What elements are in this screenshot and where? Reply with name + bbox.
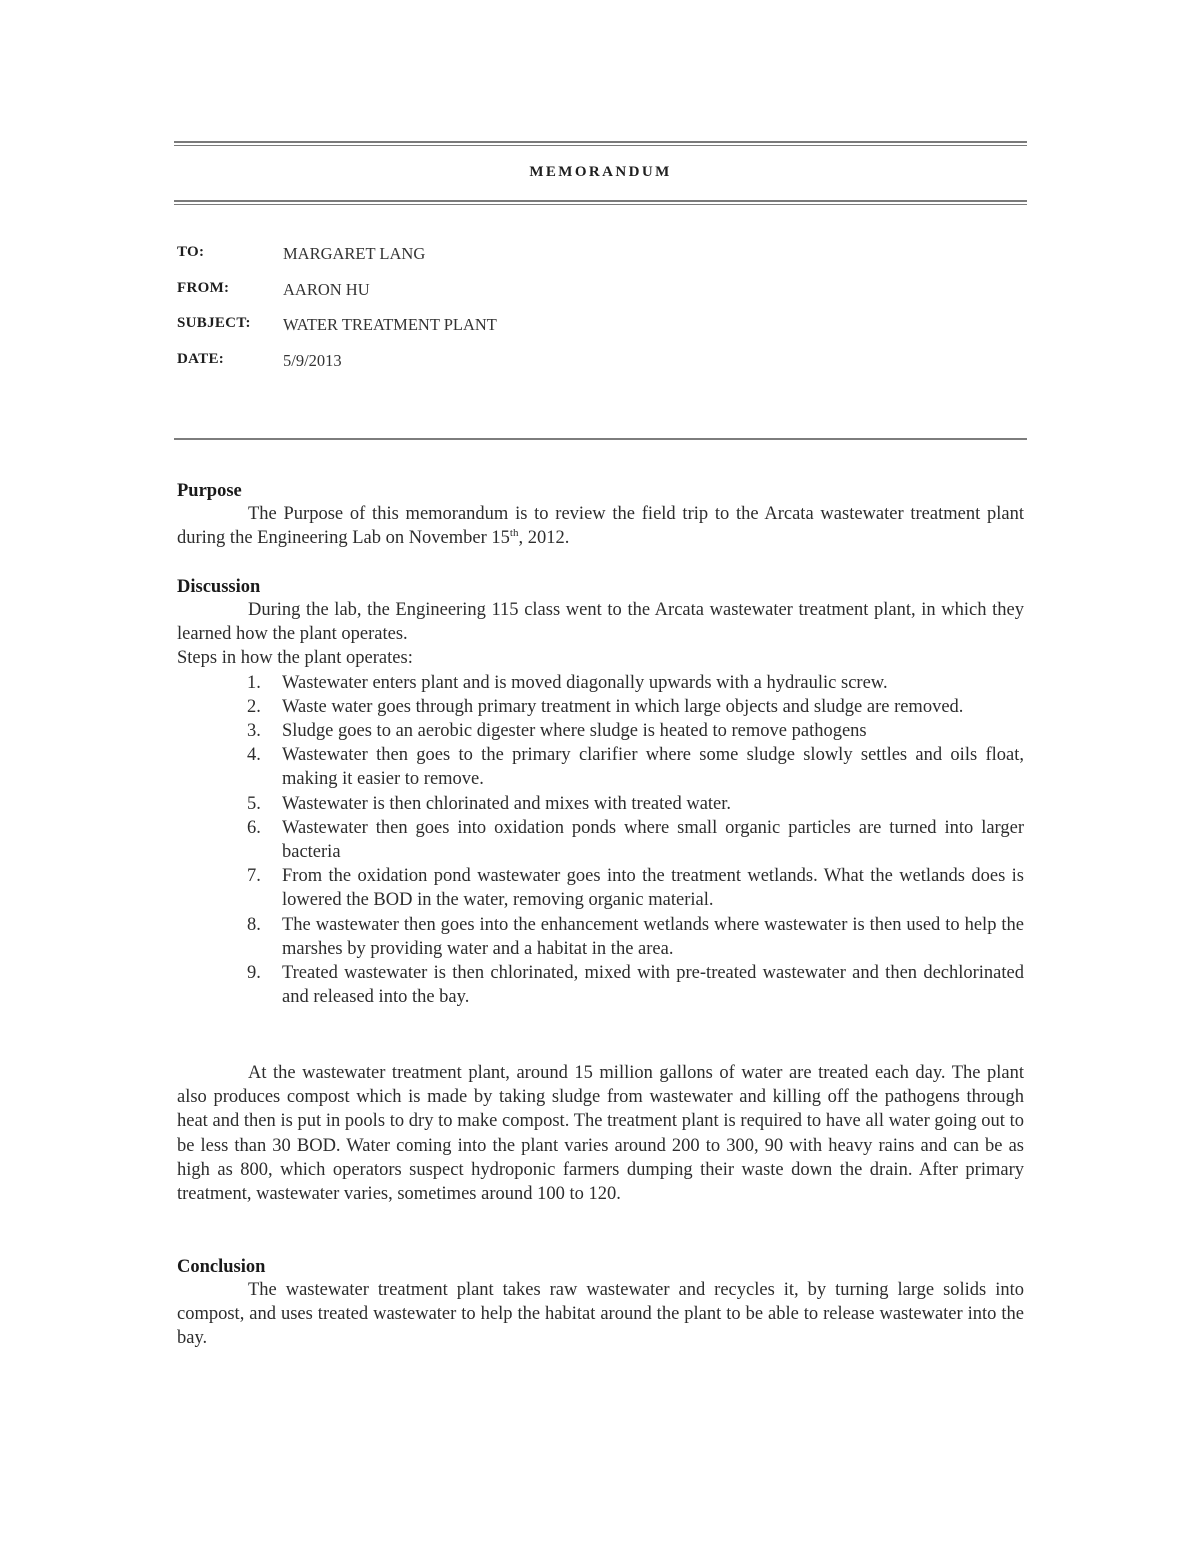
step-number: 8. — [247, 914, 261, 935]
list-item — [177, 719, 1024, 743]
list-item — [177, 816, 1024, 864]
list-item — [177, 792, 1024, 816]
list-item — [177, 743, 1024, 791]
purpose-text-main: The Purpose of this memorandum is to review the field trip to the Arcata wastewater treatment plant during the Engineering Lab on November 15 — [177, 504, 1024, 549]
step-number: 7. — [247, 866, 261, 887]
step-number: 1. — [247, 672, 261, 693]
purpose-heading: Purpose — [177, 481, 242, 501]
memo-title: MEMORANDUM — [529, 164, 672, 180]
purpose-text-end: , 2012. — [518, 528, 570, 549]
subject-label: SUBJECT: — [177, 315, 251, 331]
list-item — [177, 913, 1024, 961]
step-text: Treated wastewater is then chlorinated, mixed with pre-treated wastewater and then dechlorinated and released into the bay. — [282, 963, 1024, 1008]
discussion-section — [177, 576, 1024, 1009]
purpose-text — [177, 502, 1024, 550]
step-number: 4. — [247, 745, 261, 766]
discussion-heading: Discussion — [177, 577, 261, 597]
step-number: 5. — [247, 793, 261, 814]
step-number: 2. — [247, 696, 261, 717]
step-text: Sludge goes to an aerobic digester where sludge is heated to remove pathogens — [282, 721, 867, 742]
conclusion-heading: Conclusion — [177, 1257, 266, 1277]
top-divider — [174, 141, 1027, 146]
discussion-intro: During the lab, the Engineering 115 class went to the Arcata wastewater treatment plant, in which they learned how the plant operates. — [177, 600, 1024, 645]
step-number: 3. — [247, 721, 261, 742]
step-text: Wastewater then goes to the primary clarifier where some sludge slowly settles and oils float, making it easier to remove. — [282, 745, 1024, 790]
to-value: MARGARET LANG — [283, 244, 426, 263]
conclusion-section — [177, 1256, 1024, 1351]
step-text: Wastewater then goes into oxidation ponds where small organic particles are turned into larger bacteria — [282, 817, 1024, 863]
to-label: TO: — [177, 244, 205, 260]
discussion-paragraph-section — [177, 1061, 1024, 1206]
date-value: 5/9/2013 — [283, 351, 342, 370]
purpose-text-sup: th — [509, 527, 519, 540]
step-number: 6. — [247, 817, 261, 838]
title-divider — [174, 200, 1027, 205]
step-text: The wastewater then goes into the enhancement wetlands where wastewater is then used to help the marshes by providing water and a habitat in the area. — [282, 914, 1024, 959]
step-number: 9. — [247, 963, 261, 984]
step-text: Wastewater enters plant and is moved diagonally upwards with a hydraulic screw. — [282, 672, 888, 693]
date-label: DATE: — [177, 351, 225, 367]
from-value: AARON HU — [283, 280, 370, 299]
subject-value: WATER TREATMENT PLANT — [283, 315, 497, 334]
from-label: FROM: — [177, 280, 230, 296]
steps-list — [177, 671, 1024, 1010]
list-item — [177, 864, 1024, 912]
step-text: Wastewater is then chlorinated and mixes with treated water. — [282, 793, 732, 814]
header-divider — [174, 438, 1027, 440]
discussion-paragraph: At the wastewater treatment plant, around 15 million gallons of water are treated each day. The plant also produces compost which is made by taking sludge from wastewater and killing off the pathogens through heat and then is put in pools to dry to make compost. The treatment plant is required to have all water going out to be less than 30 BOD. Water coming into the plant varies around 200 to 300, 90 with heavy rains and can be as high as 800, which operators suspect hydroponic farmers dumping their waste down the drain. After primary treatment, wastewater varies, sometimes around 100 to 120. — [177, 1063, 1024, 1205]
list-item — [177, 695, 1024, 719]
list-item — [177, 961, 1024, 1009]
step-text: From the oxidation pond wastewater goes into the treatment wetlands. What the wetlands does is lowered the BOD in the water, removing organic material. — [282, 866, 1024, 911]
step-text: Waste water goes through primary treatment in which large objects and sludge are removed. — [282, 696, 964, 717]
purpose-section — [177, 480, 1024, 550]
steps-intro: Steps in how the plant operates: — [177, 648, 413, 669]
list-item — [177, 671, 1024, 695]
conclusion-text: The wastewater treatment plant takes raw wastewater and recycles it, by turning large solids into compost, and uses treated wastewater to help the habitat around the plant to be able to release wastewater into the bay. — [177, 1280, 1024, 1349]
